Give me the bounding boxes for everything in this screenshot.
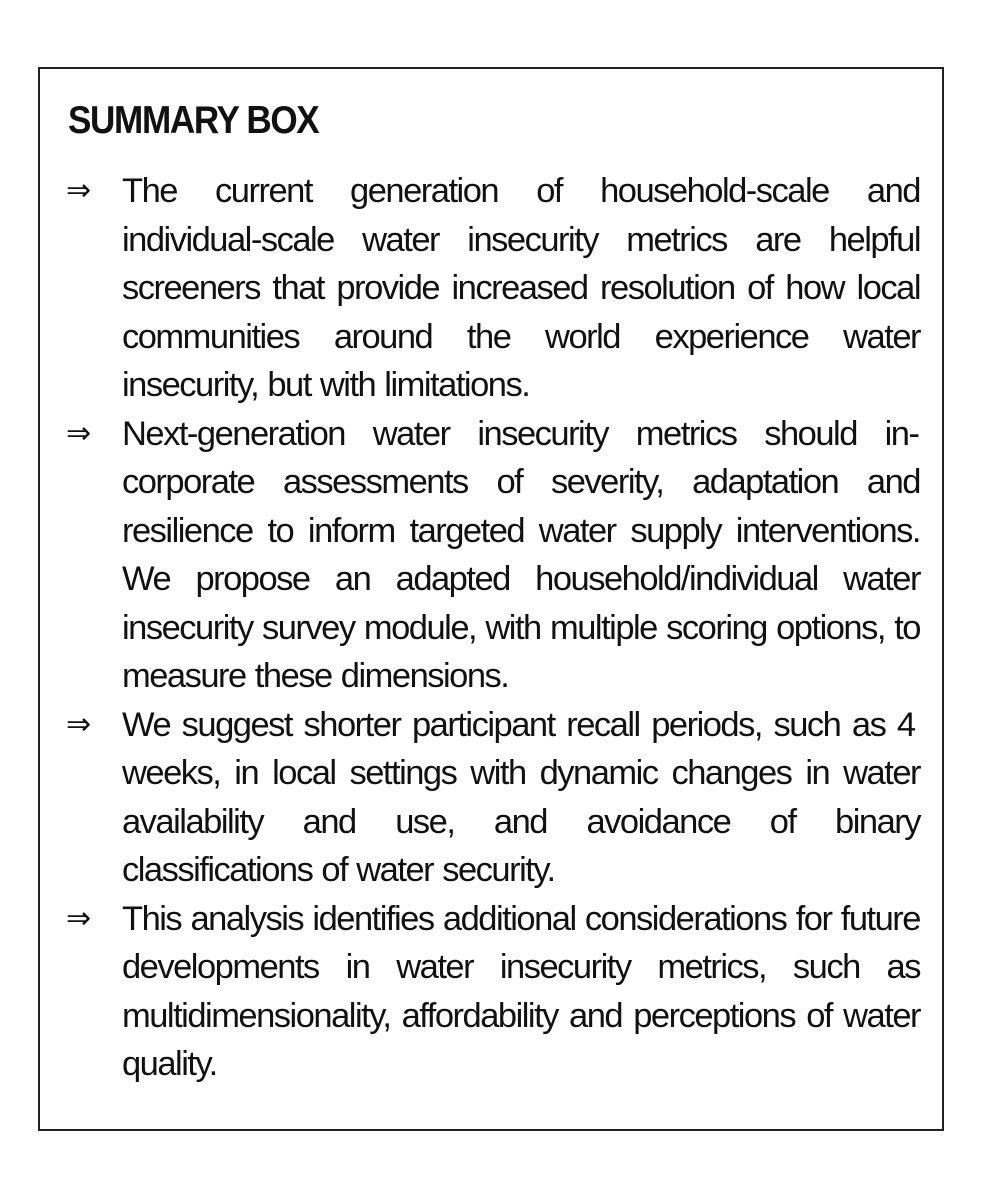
summary-item-text: The current generation of household-scale and individual-scale water insecurity metrics are helpful screeners that provide increased resolution of how local communities around the world experience water insecurity, but with limitations. bbox=[122, 172, 920, 404]
summary-list-item bbox=[66, 701, 920, 895]
double-arrow-right-icon: ⇒ bbox=[66, 706, 92, 742]
summary-box-title: SUMMARY BOX bbox=[68, 99, 319, 142]
double-arrow-right-icon: ⇒ bbox=[66, 900, 92, 936]
double-arrow-right-icon: ⇒ bbox=[66, 173, 92, 208]
summary-list bbox=[66, 167, 920, 1089]
summary-item-text: We suggest shorter participant recall periods, such as 4 weeks, in local settings with dynamic changes in water availability and use, and avoidance of binary classifications of water security. bbox=[122, 705, 920, 889]
summary-list-item bbox=[66, 895, 920, 1089]
summary-box bbox=[38, 67, 944, 1131]
summary-item-text: Next-generation water insecurity metrics should incorporate assessments of severity, adaptation and resilience to inform targeted water supply interventions. We propose an adapted household/individual water insecurity survey module, with multiple scoring options, to measure these dimensions. bbox=[122, 414, 920, 695]
double-arrow-right-icon: ⇒ bbox=[66, 415, 92, 451]
summary-list-item bbox=[66, 410, 920, 701]
summary-list-item bbox=[66, 167, 920, 410]
summary-item-text: This analysis identifies additional considerations for future developments in water insecurity metrics, such as multidimensionality, affordability and perceptions of water quality. bbox=[122, 899, 920, 1083]
